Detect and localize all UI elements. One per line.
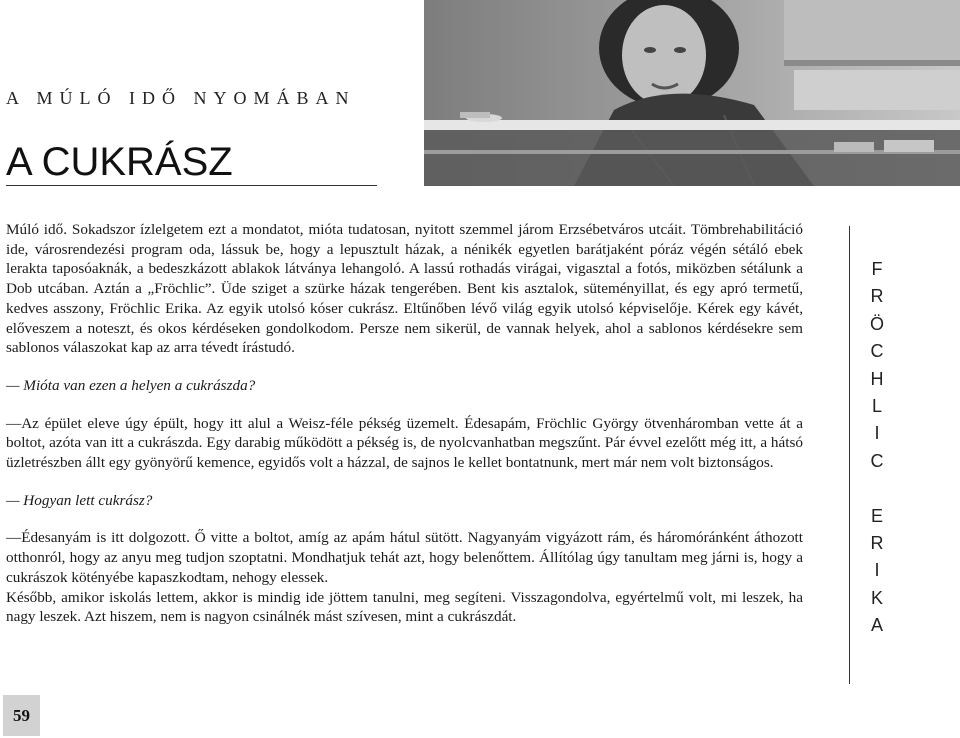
name-letter: F [871,259,883,279]
name-letter: R [870,532,884,553]
name-letter: E [870,505,883,526]
question-2: — Hogyan lett cukrász? [6,491,153,509]
name-letter: A [870,615,883,636]
section-kicker: A MÚLÓ IDŐ NYOMÁBAN [6,88,356,108]
answer-2-continued: Később, amikor iskolás lettem, akkor is mindig ide jöttem tanulni, meg segíteni. Visszagondolva, egyértelmű volt, mi leszek, ha nagy leszek. Azt hiszem, nem is nagyon csinálnék mást szívesen, mint a cukrászdát. [6,588,803,626]
sidebar-divider [849,226,850,684]
vertical-name-sidebar [866,256,888,639]
page-number: 59 [13,706,30,725]
name-letter: C [870,450,884,471]
name-letter: R [870,286,884,307]
name-letter: I [874,560,880,581]
name-letter: I [874,423,880,444]
name-letter: L [871,395,882,416]
intro-paragraph: Múló idő. Sokadszor ízlelgetem ezt a mondatot, mióta tudatosan, nyitott szemmel járom Erzsébetváros utcáit. Tömbrehabilitáció ide, városrendezési program oda, lássuk be, hogy a lepusztult házak, a nénikék egyetlen barátjaként póráz végén sétáló ebek lerakta taposóaknák, a bedeszkázott ablakok látványa lehangoló. A lassú rothadás virágai, vigasztal a fotós, miközben sétálunk a Dob utcában. Aztán a „Fröchlic”. Üde sziget a szürke házak tengerében. Bent kis asztalok, süteményillat, és egy apró termetű, kedves asszony, Fröchlic Erika. Az egyik utolsó kóser cukrász. Eltűnőben lévő világ egyik utolsó képviselője. Kérek egy kávét, előveszem a noteszt, és okos kérdéseken gondolkodom. Persze nem sikerül, de vannak helyek, ahol a sablonos kérdésekre sem sablonos válaszokat kap az arra tévedt írástudó. [6,221,803,357]
answer-2: —Édesanyám is itt dolgozott. Ő vitte a boltot, amíg az apám hátul sütött. Nagyanyám vigyázott rám, és háromóránként áthozott otthonról, hogy az anyu meg tudjon szoptatni. Mondhatjuk tehát azt, hogy belenőttem. Állítólag úgy tanultam meg járni is, hogy a cukrászok kötényébe kapaszkodtam, nehogy elessek. [6,529,803,586]
question-1: — Mióta van ezen a helyen a cukrászda? [6,376,256,394]
title-underline [6,185,377,186]
name-letter: K [870,587,883,608]
photo-illustration [424,0,960,186]
answer-1: —Az épület eleve úgy épült, hogy itt alul a Weisz-féle pékség üzemelt. Édesapám, Fröchlic György ötvenháromban vette át a boltot, azóta van itt a cukrászda. Egy darabig működött a pékség is, de nyolcvanhatban megszűnt. Pár évvel ezelőtt még itt, a hátsó üzletrészben állt egy gyönyörű kemence, egyidős volt a házzal, de sajnos le kellet bontatnunk, mert már nem volt biztonságos. [6,414,803,472]
name-letter: C [870,341,884,362]
page-number-box [3,695,40,736]
name-letter: H [870,368,884,389]
header-photo [424,0,960,186]
name-letter: Ö [869,313,884,334]
article-title: A CUKRÁSZ [6,140,233,184]
article-body [6,220,803,627]
name-spacer [866,475,888,502]
